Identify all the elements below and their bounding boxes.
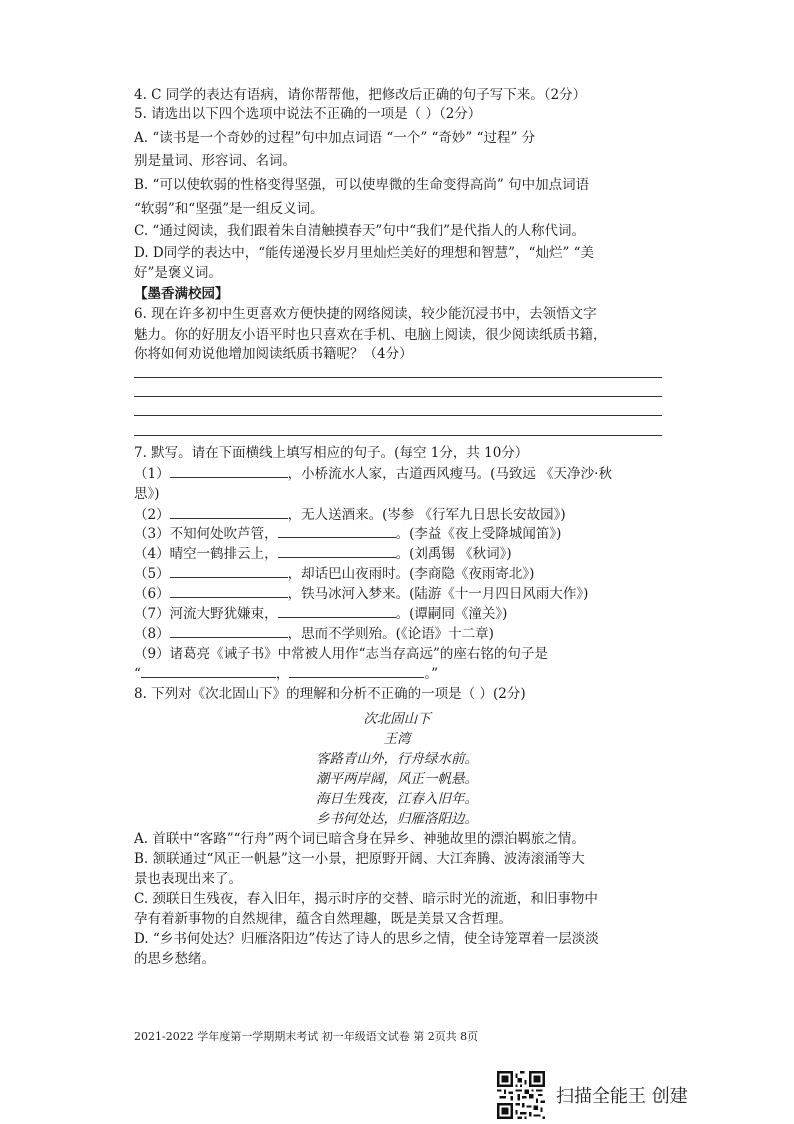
page-footer: 2021-2022 学年度第一学期期末考试 初一年级语文试卷 第 2页共 8页 — [134, 1030, 479, 1043]
answer-line[interactable] — [134, 396, 662, 397]
answer-line[interactable] — [134, 377, 662, 378]
q7-item-3 — [134, 525, 561, 544]
item-number: （8） — [134, 626, 170, 642]
q5-option-b-line2: “软弱”和“坚强”是一组反义词。 — [134, 201, 324, 217]
item-number: （6） — [134, 586, 170, 602]
poem-line: 海日生残夜，江春入旧年。 — [316, 791, 478, 807]
item-text: 。(谭嗣同《潼关》) — [395, 606, 508, 622]
q7-item-5 — [134, 565, 534, 584]
q8-option-a: A. 首联中“客路”“行舟”两个词已暗含身在异乡、神驰故里的漂泊羁旅之情。 — [134, 831, 585, 847]
poem-line: 乡书何处达，归雁洛阳边。 — [316, 811, 478, 827]
item-text: 。(李益《夜上受降城闻笛》) — [395, 526, 562, 542]
fill-blank[interactable] — [289, 665, 424, 678]
poem-author: 王湾 — [383, 731, 411, 747]
q7-item-9: （9）诸葛亮《诫子书》中常被人用作“志当存高远”的座右铭的句子是 — [134, 646, 548, 662]
q4-text: 4. C 同学的表达有语病，请你帮帮他，把修改后正确的句子写下来。（2分） — [134, 87, 587, 103]
q7-item-2 — [134, 506, 566, 525]
item-number: （5） — [134, 566, 170, 582]
q5-option-d-line1: D. D同学的表达中，“能传递漫长岁月里灿烂美好的理想和智慧”，“灿烂” “美 — [134, 245, 595, 261]
q8-option-c-line1: C. 颈联日生残夜，春入旧年，揭示时序的交替、暗示时光的流逝，和旧事物中 — [134, 891, 598, 907]
q8-option-b-line1: B. 颔联通过“风正一帆悬”这一小景，把原野开阔、大江奔腾、波涛滚涌等大 — [134, 851, 585, 867]
q5-option-a-line1: A. “读书是一个奇妙的过程”句中加点词语 “一个” “奇妙” “过程” 分 — [134, 130, 536, 146]
q7-item-8 — [134, 625, 494, 644]
q6-line1: 6. 现在许多初中生更喜欢方便快捷的网络阅读，较少能沉浸书中，去领悟文字 — [134, 306, 597, 322]
q5-text: 5. 请选出以下四个选项中说法不正确的一项是（ ）（2分） — [134, 106, 482, 122]
q7-item-1 — [134, 465, 612, 484]
q5-option-c: C. “通过阅读，我们跟着朱自清触摸春天”句中“我们”是代指人的人称代词。 — [134, 223, 586, 239]
q5-option-a-line2: 别是量词、形容词、名词。 — [134, 153, 296, 169]
item-number: （1） — [134, 466, 170, 482]
answer-line[interactable] — [134, 435, 662, 436]
q7-item-4 — [134, 545, 512, 564]
fill-blank[interactable] — [278, 525, 396, 538]
q7-item-6 — [134, 585, 588, 604]
fill-blank[interactable] — [170, 506, 288, 519]
item-text: （3）不知何处吹芦管， — [134, 526, 278, 542]
fill-blank[interactable] — [170, 565, 288, 578]
quote-close: 。” — [424, 666, 439, 682]
item-text: ，思而不学则殆。(《论语》十二章) — [287, 626, 494, 642]
fill-blank[interactable] — [170, 585, 288, 598]
q8-option-d-line2: 的思乡愁绪。 — [134, 951, 215, 967]
q7-item-7 — [134, 605, 507, 624]
item-text: （4）晴空一鹤排云上， — [134, 546, 278, 562]
q6-line3: 你将如何劝说他增加阅读纸质书籍呢？（4分） — [134, 346, 413, 362]
item-text: （7）河流大野犹嫌束， — [134, 606, 278, 622]
quote-open: “ — [134, 666, 141, 682]
q5-option-b-line1: B. “可以使软弱的性格变得坚强，可以使卑微的生命变得高尚” 句中加点词语 — [134, 177, 590, 193]
q8-text: 8. 下列对《次北固山下》的理解和分析不正确的一项是（ ）(2分) — [134, 686, 526, 702]
item-number: （2） — [134, 507, 170, 523]
item-text: 。(刘禹锡 《秋词》) — [395, 546, 512, 562]
item-text: ，小桥流水人家，古道西风瘦马。(马致远 《天净沙·秋 — [287, 466, 612, 482]
q8-option-b-line2: 景也表现出来了。 — [134, 871, 242, 887]
q8-option-d-line1: D. “乡书何处达？归雁洛阳边”传达了诗人的思乡之情，使全诗笼罩着一层淡淡 — [134, 931, 599, 947]
poem-title: 次北固山下 — [363, 711, 431, 727]
fill-blank[interactable] — [278, 545, 396, 558]
q7-item-1-cont: 思》) — [134, 486, 160, 502]
fill-blank[interactable] — [278, 605, 396, 618]
item-text: ，却话巴山夜雨时。(李商隐《夜雨寄北》) — [287, 566, 535, 582]
answer-line[interactable] — [134, 415, 662, 416]
poem-line: 客路青山外，行舟绿水前。 — [316, 751, 478, 767]
q8-option-c-line2: 孕有着新事物的自然规律，蕴含自然理趣，既是美景又含哲理。 — [134, 911, 512, 927]
scanner-brand-text: 扫描全能王 创建 — [556, 1086, 688, 1107]
q6-line2: 魅力。你的好朋友小语平时也只喜欢在手机、电脑上阅读，很少阅读纸质书籍， — [134, 327, 607, 343]
q7-text: 7. 默写。请在下面横线上填写相应的句子。(每空 1分，共 10分） — [134, 445, 529, 461]
comma: ， — [275, 666, 290, 682]
q5-option-d-line2: 好”是褒义词。 — [134, 265, 222, 281]
q7-item-9-cont — [134, 665, 438, 684]
fill-blank[interactable] — [141, 665, 276, 678]
qr-code-icon — [497, 1071, 545, 1119]
item-text: ，铁马冰河入梦来。(陆游《十一月四日风雨大作》) — [287, 586, 589, 602]
fill-blank[interactable] — [170, 625, 288, 638]
fill-blank[interactable] — [170, 465, 288, 478]
item-text: ，无人送酒来。(岑参 《行军九日思长安故园》) — [287, 507, 566, 523]
poem-line: 潮平两岸阔，风正一帆悬。 — [316, 771, 478, 787]
section-heading: 【墨香满校园】 — [134, 286, 229, 302]
